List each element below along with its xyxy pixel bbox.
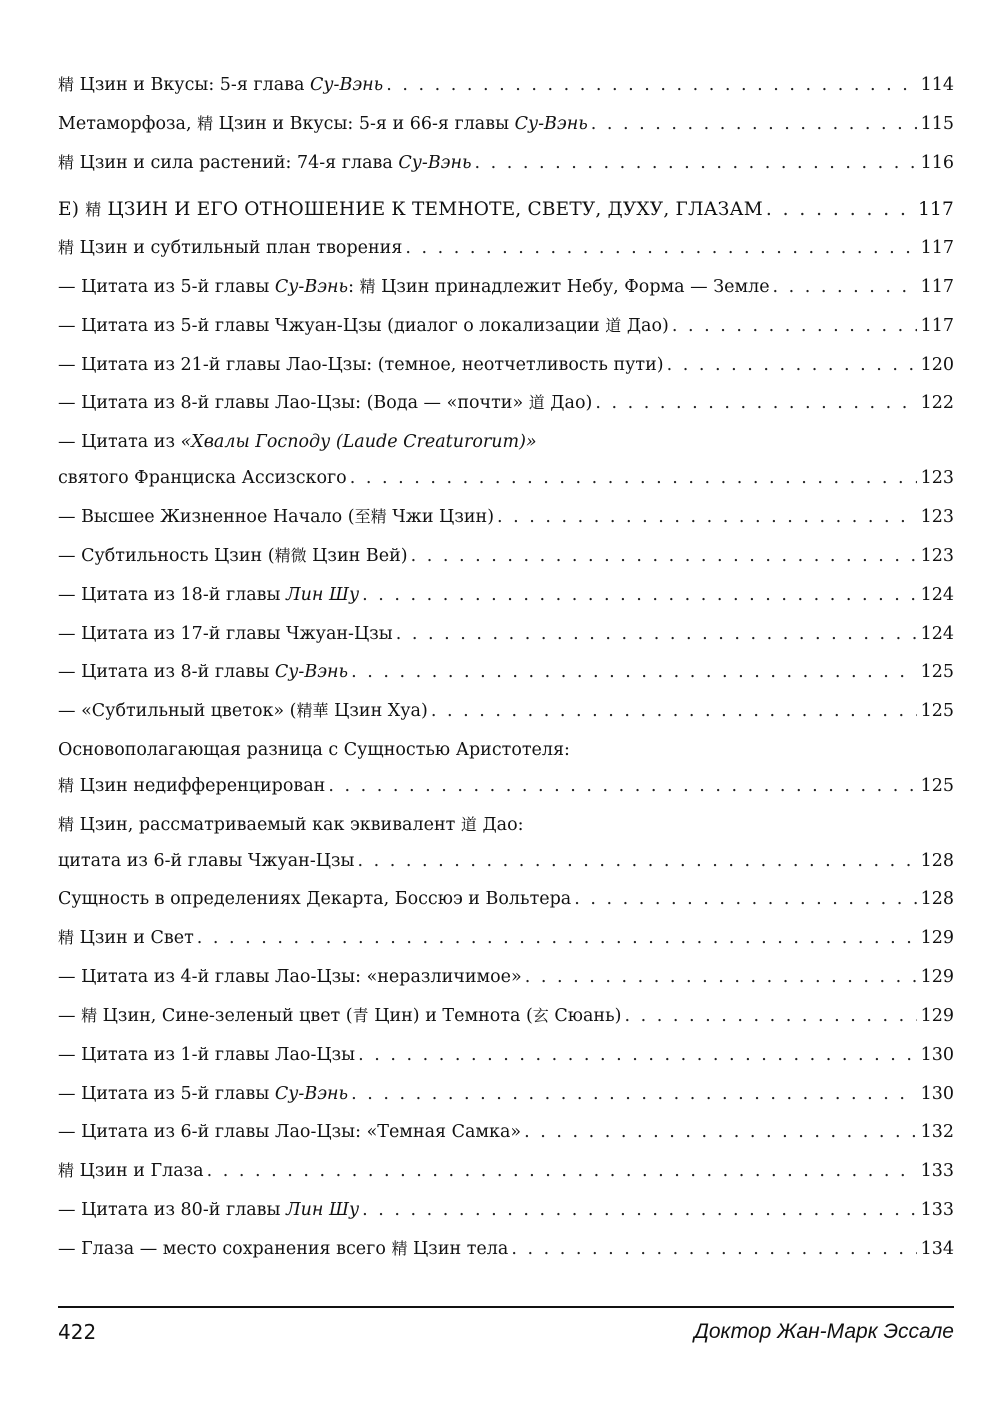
toc-entry	[58, 543, 954, 569]
title-text: Цзин недифференцирован	[74, 776, 326, 796]
toc-page-number: 125	[920, 701, 954, 721]
hanzi-character: 精華	[296, 701, 329, 720]
toc-page-number: 129	[920, 1006, 954, 1026]
title-text: — Глаза — место сохранения всего	[58, 1239, 392, 1259]
title-text: Цин) и Темнота (	[368, 1006, 533, 1026]
title-text: Цзин и сила растений: 74-я глава	[74, 153, 399, 173]
hanzi-character: 道	[528, 393, 545, 412]
title-text: — Цитата из 8-й главы Лао-Цзы: (Вода — «почти»	[58, 393, 529, 413]
hanzi-character: 青	[352, 1006, 369, 1025]
title-text: Метаморфоза,	[58, 114, 198, 134]
italic-text: «Хвалы Господу (Laude Creaturorum)»	[180, 432, 537, 452]
title-text: — Цитата из	[58, 432, 181, 452]
dot-leader	[524, 1119, 916, 1145]
dot-leader	[624, 1003, 916, 1029]
toc-entry-title	[58, 543, 408, 569]
hanzi-character: 道	[605, 316, 622, 335]
hanzi-character: 精微	[274, 546, 307, 565]
toc-entry	[58, 1042, 954, 1068]
toc-entry	[58, 429, 954, 455]
dot-leader	[362, 1197, 916, 1223]
title-text: — Цитата из 21-й главы Лао-Цзы: (темное, неотчетливость пути)	[58, 355, 664, 375]
title-text: Основополагающая разница с Сущностью Аристотеля:	[58, 740, 570, 760]
hanzi-character: 精	[58, 238, 75, 257]
toc-entry	[58, 504, 954, 530]
hanzi-character: 精	[58, 75, 75, 94]
title-text: Цзин, Сине-зеленый цвет (	[97, 1006, 353, 1026]
toc-entry-title	[58, 313, 669, 339]
dot-leader	[362, 582, 916, 608]
dot-leader	[351, 659, 917, 685]
dot-leader	[574, 886, 916, 912]
toc-entry	[58, 313, 954, 339]
title-text: Цзин и Свет	[74, 928, 194, 948]
hanzi-character: 精	[85, 200, 102, 219]
toc-entry-title	[58, 925, 194, 951]
toc-entry-title	[58, 659, 348, 685]
title-text: — Цитата из 8-й главы	[58, 662, 275, 682]
toc-entry	[58, 1236, 954, 1262]
toc-entry-title	[58, 465, 347, 491]
toc-page-number: 117	[918, 199, 954, 220]
toc-page-number: 124	[920, 585, 954, 605]
hanzi-character: 精	[58, 1161, 75, 1180]
title-text: — «Субтильный цветок» (	[58, 701, 297, 721]
toc-page-number: 117	[920, 277, 954, 297]
toc-page-number: 128	[920, 851, 954, 871]
toc-entry	[58, 235, 954, 261]
toc-entry	[58, 1003, 954, 1029]
toc-entry	[58, 465, 954, 491]
italic-text: Су-Вэнь	[398, 153, 472, 173]
title-text: Цзин принадлежит Небу, Форма — Земле	[375, 277, 770, 297]
toc-page-number: 115	[920, 114, 954, 134]
dot-leader	[358, 1042, 916, 1068]
title-text: Дао:	[476, 815, 524, 835]
toc-entry-title	[58, 390, 592, 416]
title-text: — Цитата из 5-й главы Чжуан-Цзы (диалог о локализации	[58, 316, 606, 336]
toc-entry-title	[58, 964, 522, 990]
italic-text: Лин Шу	[286, 1200, 360, 1220]
toc-entry-title	[58, 886, 571, 912]
dot-leader	[773, 274, 917, 300]
toc-entry	[58, 925, 954, 951]
toc-entry-title	[58, 197, 763, 223]
toc-entry	[58, 582, 954, 608]
toc-page-number: 123	[920, 546, 954, 566]
toc-entry-title	[58, 848, 354, 874]
title-text: — Высшее Жизненное Начало (	[58, 507, 355, 527]
running-footer-author: Доктор Жан-Марк Эссале	[694, 1320, 954, 1343]
hanzi-character: 精	[359, 277, 376, 296]
hanzi-character: 精	[391, 1239, 408, 1258]
toc-entry	[58, 352, 954, 378]
dot-leader	[207, 1158, 917, 1184]
dot-leader	[595, 390, 916, 416]
toc-page-number: 132	[920, 1122, 954, 1142]
title-text: Дао)	[544, 393, 593, 413]
toc-entry	[58, 737, 954, 763]
title-text: — Цитата из 80-й главы	[58, 1200, 287, 1220]
title-text: — Цитата из 18-й главы	[58, 585, 287, 605]
dot-leader	[497, 504, 917, 530]
title-text: Дао)	[621, 316, 669, 336]
toc-entry	[58, 1158, 954, 1184]
italic-text: Су-Вэнь	[514, 114, 588, 134]
title-text: Цзин Хуа)	[328, 701, 428, 721]
dot-leader	[357, 848, 916, 874]
toc-page-number: 116	[920, 153, 954, 173]
title-text: Цзин и субтильный план творения	[74, 238, 403, 258]
toc-page-number: 130	[920, 1045, 954, 1065]
italic-text: Су-Вэнь	[274, 277, 349, 297]
toc-page-number: 129	[920, 928, 954, 948]
footer-divider	[58, 1306, 954, 1308]
title-text: Цзин тела	[407, 1239, 509, 1259]
toc-page-number: 125	[920, 662, 954, 682]
toc-entry-title	[58, 1119, 521, 1145]
toc-entry	[58, 274, 954, 300]
toc-entry-title	[58, 72, 383, 98]
italic-text: Су-Вэнь	[274, 662, 349, 682]
toc-entry-title	[58, 1081, 348, 1107]
toc-entry-title	[58, 274, 770, 300]
dot-leader	[475, 150, 917, 176]
toc-entry	[58, 72, 954, 98]
toc-entry	[58, 964, 954, 990]
title-text: Цзин и Вкусы: 5-я и 66-я главы	[213, 114, 515, 134]
toc-page-number: 117	[920, 238, 954, 258]
toc-entry	[58, 150, 954, 176]
title-text: — Цитата из 6-й главы Лао-Цзы: «Темная Самка»	[58, 1122, 522, 1142]
dot-leader	[328, 773, 916, 799]
toc-entry-title	[58, 1042, 355, 1068]
title-text: — Цитата из 1-й главы Лао-Цзы	[58, 1045, 356, 1065]
toc-page-number: 133	[920, 1161, 954, 1181]
toc-entry	[58, 1119, 954, 1145]
dot-leader	[511, 1236, 916, 1262]
hanzi-character: 精	[58, 928, 75, 947]
toc-entry	[58, 659, 954, 685]
toc-page-number: 117	[920, 316, 954, 336]
toc-entry	[58, 848, 954, 874]
title-text: :	[348, 277, 360, 297]
toc-page-number: 124	[920, 624, 954, 644]
toc-page-number: 128	[920, 889, 954, 909]
hanzi-character: 精	[197, 114, 214, 133]
toc-entry-title	[58, 1236, 508, 1262]
toc-entry	[58, 1081, 954, 1107]
title-text: Цзин, рассматриваемый как эквивалент	[74, 815, 461, 835]
toc-entry-title	[58, 737, 570, 763]
toc-page-number: 114	[920, 75, 954, 95]
toc-page-number: 123	[920, 468, 954, 488]
title-text: — Цитата из 17-й главы Чжуан-Цзы	[58, 624, 393, 644]
page-number: 422	[58, 1320, 97, 1344]
toc-entry	[58, 390, 954, 416]
toc-entry	[58, 111, 954, 137]
dot-leader	[350, 465, 917, 491]
hanzi-character: 精	[58, 815, 75, 834]
toc-entry-title	[58, 621, 393, 647]
toc-entry	[58, 698, 954, 724]
dot-leader	[525, 964, 917, 990]
dot-leader	[431, 698, 917, 724]
toc-page-number: 122	[920, 393, 954, 413]
toc-entry-title	[58, 111, 588, 137]
dot-leader	[197, 925, 917, 951]
toc-page-number: 125	[920, 776, 954, 796]
title-text: — Субтильность Цзин (	[58, 546, 275, 566]
toc-entry-title	[58, 429, 537, 455]
title-text: Чжи Цзин)	[386, 507, 495, 527]
toc-entry	[58, 621, 954, 647]
dot-leader	[672, 313, 917, 339]
dot-leader	[351, 1081, 917, 1107]
hanzi-character: 精	[81, 1006, 98, 1025]
toc-page-number: 134	[920, 1239, 954, 1259]
toc-entry-title	[58, 1158, 204, 1184]
dot-leader	[396, 621, 917, 647]
toc-entry	[58, 1197, 954, 1223]
toc-entry-title	[58, 698, 428, 724]
dot-leader	[667, 352, 917, 378]
hanzi-character: 玄	[532, 1006, 549, 1025]
toc-entry-title	[58, 1197, 359, 1223]
hanzi-character: 精	[58, 153, 75, 172]
toc-entry-title	[58, 504, 494, 530]
hanzi-character: 至精	[354, 507, 387, 526]
dot-leader	[405, 235, 916, 261]
title-text: Е)	[58, 199, 86, 220]
toc-entry-title	[58, 352, 664, 378]
dot-leader	[411, 543, 917, 569]
title-text: цитата из 6-й главы Чжуан-Цзы	[58, 851, 355, 871]
toc-page-number: 120	[920, 355, 954, 375]
toc-page-number: 130	[920, 1084, 954, 1104]
title-text: Сюань)	[548, 1006, 622, 1026]
toc-page-number: 129	[920, 967, 954, 987]
dot-leader	[386, 72, 916, 98]
title-text: Сущность в определениях Декарта, Боссюэ и Вольтера	[58, 889, 572, 909]
hanzi-character: 道	[460, 815, 477, 834]
toc-entry-title	[58, 773, 325, 799]
toc-entry-title	[58, 150, 472, 176]
dot-leader	[766, 197, 914, 223]
toc-page-number: 123	[920, 507, 954, 527]
title-text: ЦЗИН И ЕГО ОТНОШЕНИЕ К ТЕМНОТЕ, СВЕТУ, ДУХУ, ГЛАЗАМ	[101, 199, 763, 220]
toc-entry	[58, 886, 954, 912]
italic-text: Су-Вэнь	[274, 1084, 349, 1104]
hanzi-character: 精	[58, 776, 75, 795]
title-text: святого Франциска Ассизского	[58, 468, 347, 488]
toc-entry-title	[58, 812, 524, 838]
toc-entry	[58, 773, 954, 799]
title-text: Цзин и Глаза	[74, 1161, 204, 1181]
title-text: — Цитата из 4-й главы Лао-Цзы: «неразличимое»	[58, 967, 522, 987]
italic-text: Су-Вэнь	[310, 75, 384, 95]
title-text: — Цитата из 5-й главы	[58, 277, 275, 297]
title-text: Цзин Вей)	[306, 546, 408, 566]
toc-page-number: 133	[920, 1200, 954, 1220]
toc-section-heading	[58, 197, 954, 223]
toc-entry-title	[58, 235, 402, 261]
title-text: —	[58, 1006, 82, 1026]
title-text: Цзин и Вкусы: 5-я глава	[74, 75, 311, 95]
toc-entry-title	[58, 1003, 621, 1029]
toc-entry	[58, 812, 954, 838]
toc-entry-title	[58, 582, 359, 608]
dot-leader	[591, 111, 917, 137]
title-text: — Цитата из 5-й главы	[58, 1084, 275, 1104]
italic-text: Лин Шу	[286, 585, 360, 605]
